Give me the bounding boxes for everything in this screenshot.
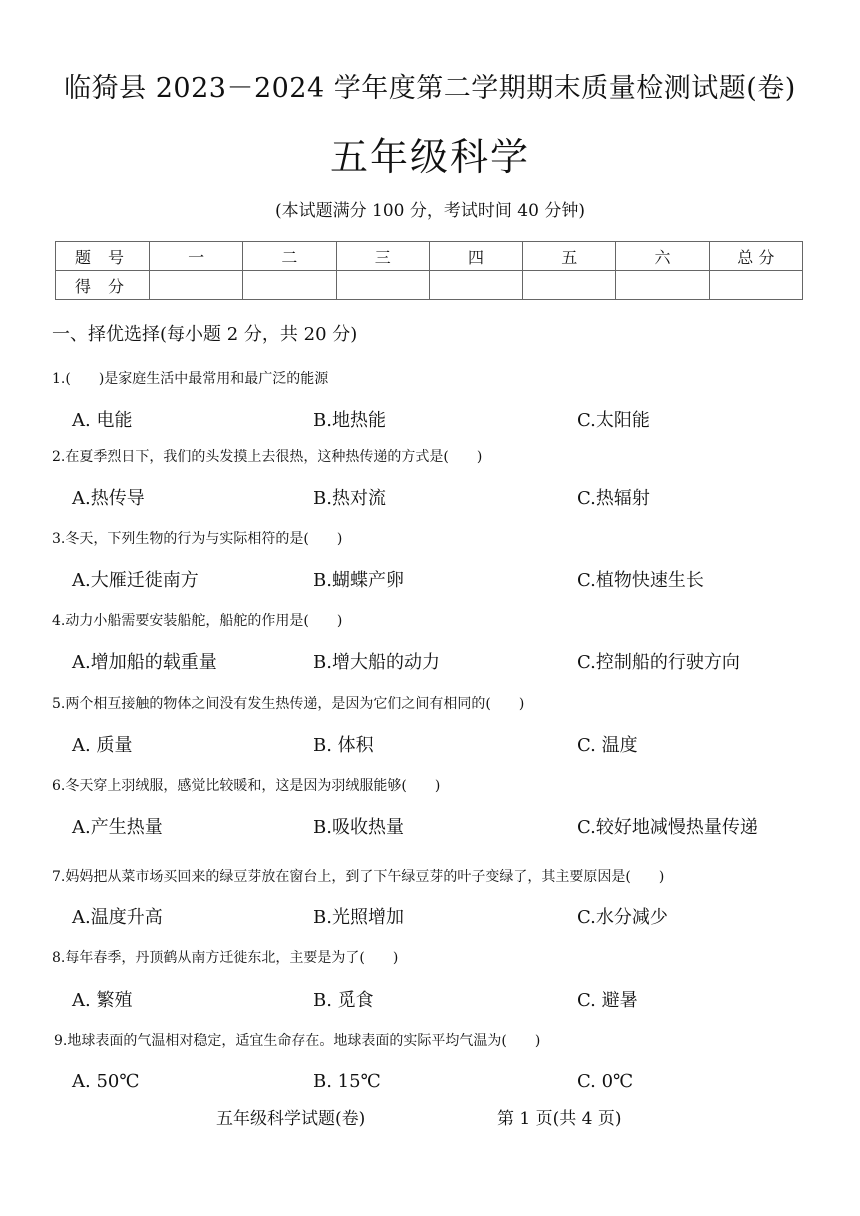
option-a: A. 50℃ xyxy=(72,1071,140,1092)
score-entry-cell xyxy=(150,271,243,300)
score-entry-cell xyxy=(429,271,522,300)
score-entry-cell xyxy=(616,271,709,300)
option-b: B.蝴蝶产卵 xyxy=(313,570,404,591)
score-cell: 题 号 xyxy=(56,242,150,271)
score-table-score-row xyxy=(56,271,803,300)
option-c: C. 避暑 xyxy=(577,990,638,1011)
option-b: B. 觅食 xyxy=(313,990,374,1011)
option-a: A.热传导 xyxy=(72,488,145,509)
question-stem: 1.( )是家庭生活中最常用和最广泛的能源 xyxy=(52,371,329,387)
question-stem: 3.冬天，下列生物的行为与实际相符的是( ) xyxy=(52,531,343,547)
score-entry-cell xyxy=(243,271,336,300)
option-b: B.地热能 xyxy=(313,410,386,431)
option-c: C.太阳能 xyxy=(577,410,650,431)
option-c: C. 0℃ xyxy=(577,1071,634,1092)
footer-page-number: 第 1 页(共 4 页) xyxy=(497,1109,622,1129)
option-a: A.温度升高 xyxy=(72,907,163,928)
score-table-header-row xyxy=(56,242,803,271)
option-a: A. 电能 xyxy=(72,410,133,431)
question-stem: 8.每年春季，丹顶鹤从南方迁徙东北，主要是为了( ) xyxy=(52,950,399,966)
option-a: A.增加船的载重量 xyxy=(72,652,217,673)
score-entry-cell xyxy=(523,271,616,300)
score-cell: 五 xyxy=(523,242,616,271)
footer-exam-name: 五年级科学试题(卷) xyxy=(216,1109,366,1129)
option-c: C.水分减少 xyxy=(577,907,668,928)
option-a: A.大雁迁徙南方 xyxy=(72,570,199,591)
question-stem: 9.地球表面的气温相对稳定，适宜生命存在。地球表面的实际平均气温为( ) xyxy=(54,1033,541,1049)
score-cell: 六 xyxy=(616,242,709,271)
score-cell: 二 xyxy=(243,242,336,271)
section-heading: 一、择优选择(每小题 2 分，共 20 分) xyxy=(52,324,358,345)
score-table xyxy=(55,241,803,300)
subject-title: 五年级科学 xyxy=(329,135,530,179)
option-c: C.植物快速生长 xyxy=(577,570,704,591)
score-cell: 四 xyxy=(429,242,522,271)
question-stem: 4.动力小船需要安装船舵，船舵的作用是( ) xyxy=(52,613,343,629)
option-c: C.热辐射 xyxy=(577,488,650,509)
option-a: A.产生热量 xyxy=(72,817,163,838)
question-stem: 6.冬天穿上羽绒服，感觉比较暖和，这是因为羽绒服能够( ) xyxy=(52,778,441,794)
exam-title: 临猗县 2023－2024 学年度第二学期期末质量检测试题(卷) xyxy=(64,73,796,104)
question-stem: 5.两个相互接触的物体之间没有发生热传递，是因为它们之间有相同的( ) xyxy=(52,696,525,712)
option-a: A. 质量 xyxy=(72,735,133,756)
option-c: C.控制船的行驶方向 xyxy=(577,652,740,673)
option-c: C.较好地减慢热量传递 xyxy=(577,817,758,838)
score-cell: 一 xyxy=(150,242,243,271)
score-cell: 三 xyxy=(336,242,429,271)
option-b: B. 体积 xyxy=(313,735,374,756)
option-b: B.光照增加 xyxy=(313,907,404,928)
option-b: B. 15℃ xyxy=(313,1071,381,1092)
exam-note: (本试题满分 100 分，考试时间 40 分钟) xyxy=(275,201,585,221)
score-cell: 得 分 xyxy=(56,271,150,300)
option-a: A. 繁殖 xyxy=(72,990,133,1011)
score-entry-cell xyxy=(709,271,802,300)
score-cell: 总 分 xyxy=(709,242,802,271)
score-entry-cell xyxy=(336,271,429,300)
question-stem: 7.妈妈把从菜市场买回来的绿豆芽放在窗台上，到了下午绿豆芽的叶子变绿了，其主要原因是( ) xyxy=(52,869,665,885)
option-b: B.热对流 xyxy=(313,488,386,509)
option-b: B.吸收热量 xyxy=(313,817,404,838)
option-b: B.增大船的动力 xyxy=(313,652,440,673)
question-stem: 2.在夏季烈日下，我们的头发摸上去很热，这种热传递的方式是( ) xyxy=(52,449,483,465)
option-c: C. 温度 xyxy=(577,735,638,756)
